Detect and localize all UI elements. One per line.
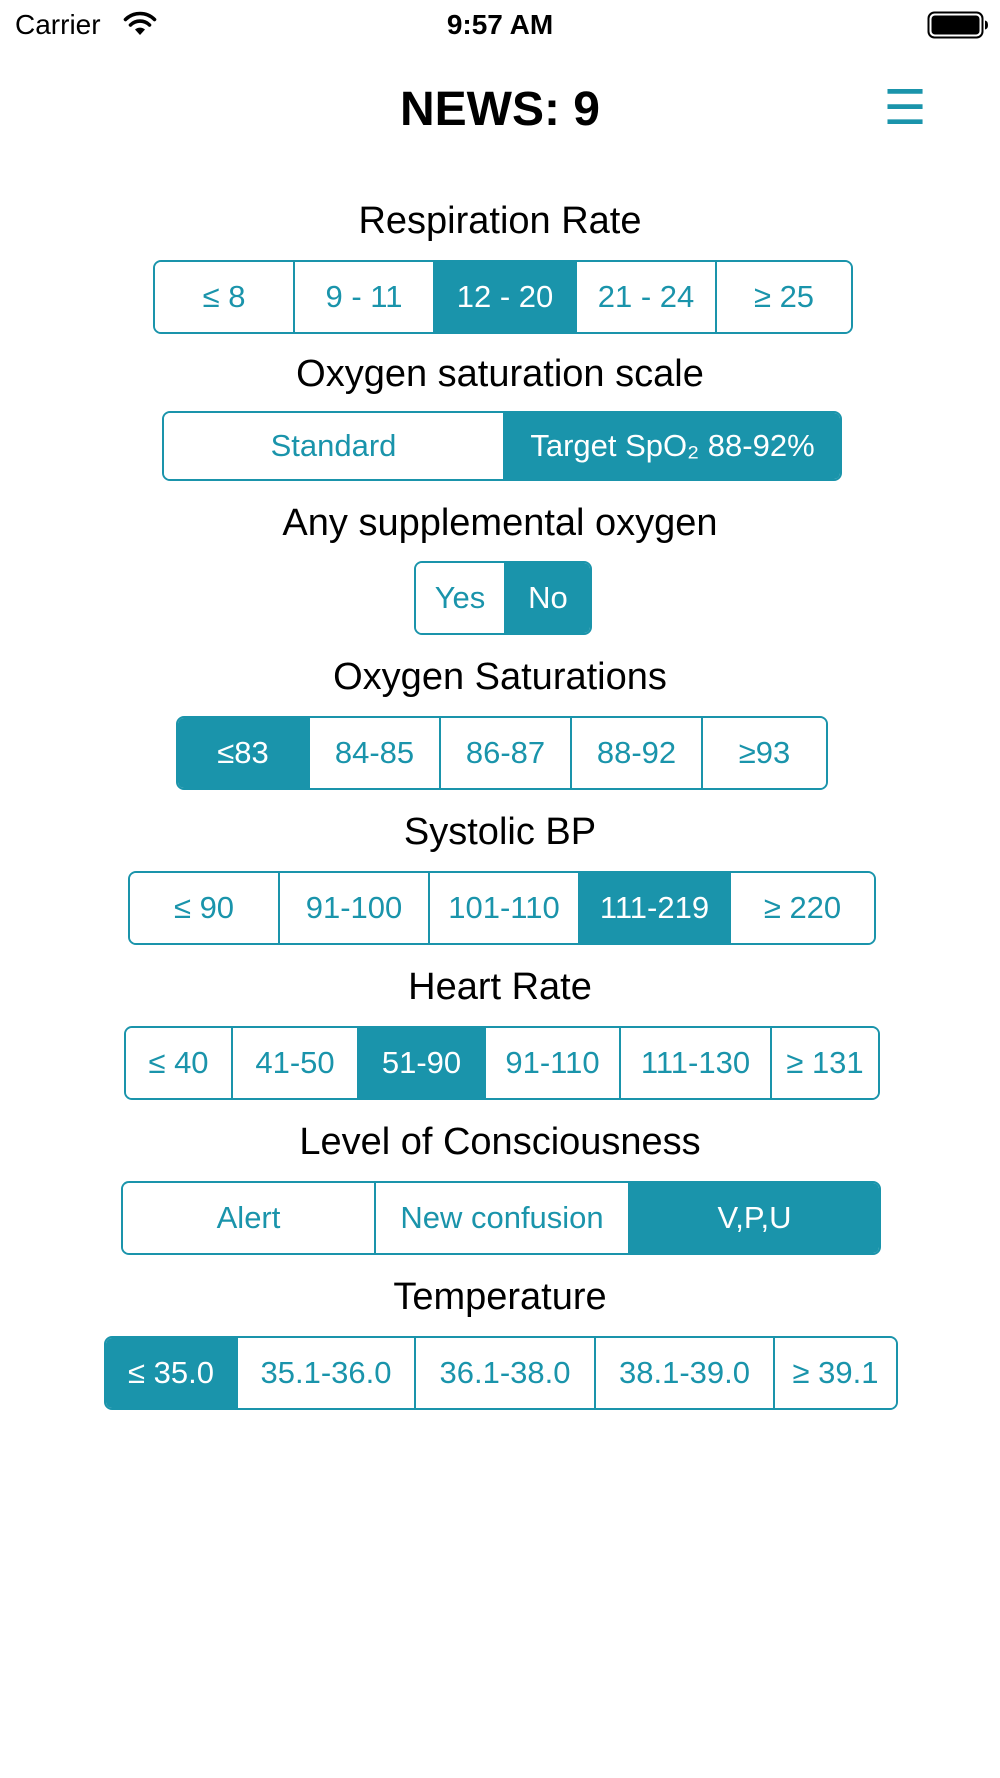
respiration-option[interactable]: ≤ 8	[155, 262, 293, 332]
supplemental-oxygen-option[interactable]: Yes	[416, 563, 504, 633]
temperature-option[interactable]: 35.1-36.0	[236, 1338, 414, 1408]
respiration-rate-control	[153, 260, 853, 334]
heart-rate-control	[124, 1026, 880, 1100]
battery-icon	[927, 11, 989, 39]
oxygen-saturations-option[interactable]: 88-92	[570, 718, 701, 788]
temperature-option[interactable]: 36.1-38.0	[414, 1338, 594, 1408]
oxygen-saturations-option[interactable]: 86-87	[439, 718, 570, 788]
status-bar	[0, 0, 1000, 52]
temperature-control	[104, 1336, 898, 1410]
temperature-option[interactable]: 38.1-39.0	[594, 1338, 773, 1408]
systolic-bp-control	[128, 871, 876, 945]
supplemental-oxygen-option-selected[interactable]: No	[504, 563, 590, 633]
systolic-bp-option[interactable]: 101-110	[428, 873, 578, 943]
consciousness-option[interactable]: Alert	[123, 1183, 374, 1253]
systolic-bp-option[interactable]: ≤ 90	[130, 873, 278, 943]
respiration-option[interactable]: ≥ 25	[715, 262, 851, 332]
page-title: NEWS: 9	[399, 83, 600, 136]
systolic-bp-option-selected[interactable]: 111-219	[578, 873, 729, 943]
consciousness-label: Level of Consciousness	[299, 1121, 701, 1163]
respiration-rate-label: Respiration Rate	[358, 200, 642, 242]
heart-rate-option-selected[interactable]: 51-90	[357, 1028, 484, 1098]
oxygen-scale-option-selected[interactable]: Target SpO₂ 88-92%	[503, 413, 840, 479]
temperature-option[interactable]: ≥ 39.1	[773, 1338, 896, 1408]
heart-rate-option[interactable]: ≥ 131	[770, 1028, 878, 1098]
heart-rate-option[interactable]: 111-130	[619, 1028, 770, 1098]
status-time: 9:57 AM	[446, 9, 554, 40]
heart-rate-option[interactable]: 41-50	[231, 1028, 357, 1098]
oxygen-saturations-option-selected[interactable]: ≤83	[178, 718, 308, 788]
oxygen-saturations-option[interactable]: 84-85	[308, 718, 439, 788]
oxygen-saturations-label: Oxygen Saturations	[333, 656, 667, 698]
heart-rate-option[interactable]: 91-110	[484, 1028, 619, 1098]
oxygen-scale-control	[162, 411, 842, 481]
systolic-bp-label: Systolic BP	[403, 811, 597, 853]
supplemental-oxygen-control	[414, 561, 592, 635]
hamburger-menu-icon[interactable]: ☰	[883, 82, 927, 135]
respiration-option[interactable]: 9 - 11	[293, 262, 433, 332]
carrier-label: Carrier	[15, 9, 101, 40]
oxygen-saturations-option[interactable]: ≥93	[701, 718, 826, 788]
temperature-option-selected[interactable]: ≤ 35.0	[106, 1338, 236, 1408]
respiration-option[interactable]: 21 - 24	[575, 262, 715, 332]
oxygen-saturations-control	[176, 716, 828, 790]
consciousness-control	[121, 1181, 881, 1255]
supplemental-oxygen-label: Any supplemental oxygen	[282, 502, 718, 544]
heart-rate-option[interactable]: ≤ 40	[126, 1028, 231, 1098]
heart-rate-label: Heart Rate	[408, 966, 592, 1008]
respiration-option-selected[interactable]: 12 - 20	[433, 262, 575, 332]
consciousness-option[interactable]: New confusion	[374, 1183, 628, 1253]
oxygen-scale-label: Oxygen saturation scale	[296, 353, 704, 395]
consciousness-option-selected[interactable]: V,P,U	[628, 1183, 879, 1253]
systolic-bp-option[interactable]: ≥ 220	[729, 873, 874, 943]
systolic-bp-option[interactable]: 91-100	[278, 873, 428, 943]
temperature-label: Temperature	[393, 1276, 607, 1318]
oxygen-scale-option[interactable]: Standard	[164, 413, 503, 479]
